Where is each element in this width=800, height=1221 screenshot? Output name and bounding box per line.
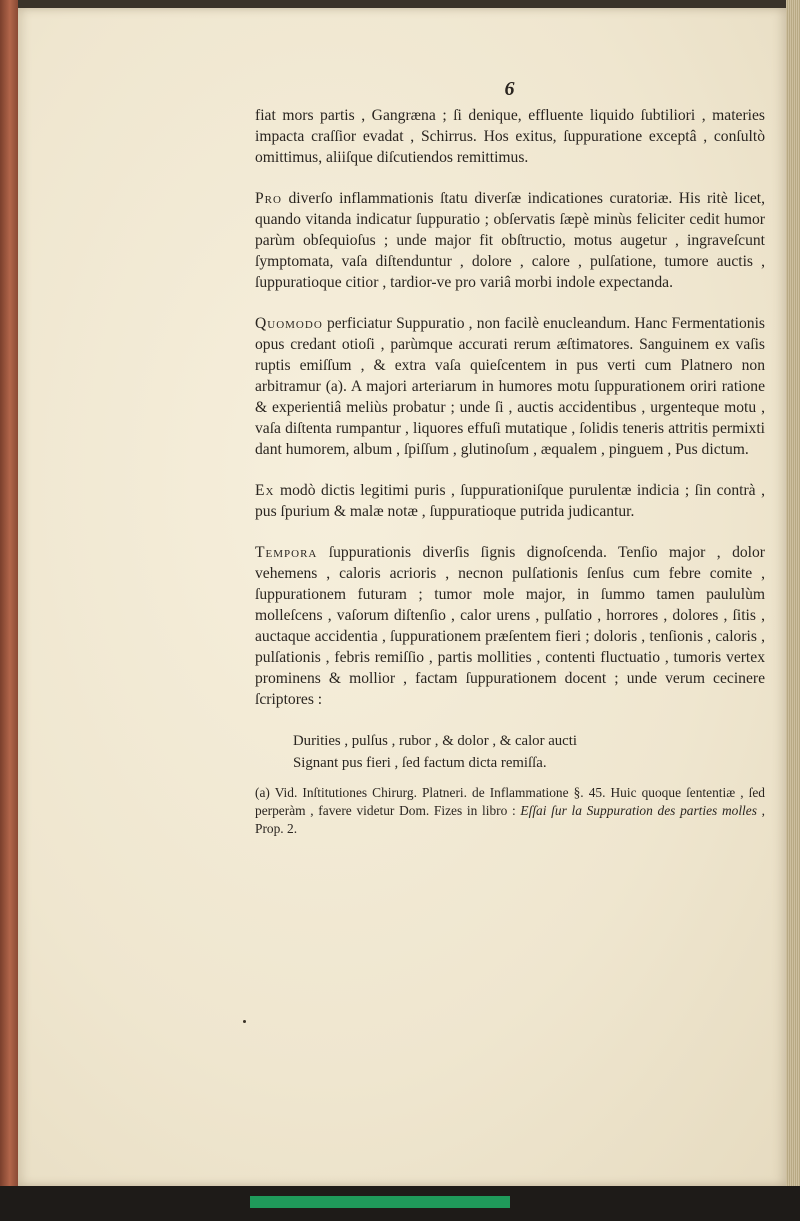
paragraph-4-lead: Ex bbox=[255, 482, 275, 499]
footnote-text: Vid. Inſtitutiones Chirurg. Platneri. de Inflammatione §. 45. Huic quoque ſententiæ , ſed perperàm , favere videtur Dom. Fizes in libro : bbox=[255, 785, 765, 818]
verse-line-1: Durities , pulſus , rubor , & dolor , & calor aucti bbox=[293, 733, 577, 749]
page-number: 6 bbox=[504, 78, 516, 100]
paragraph-4 bbox=[255, 480, 765, 522]
green-bookmark bbox=[250, 1196, 510, 1208]
paragraph-1 bbox=[255, 105, 765, 168]
paragraph-3 bbox=[255, 313, 765, 460]
footnote-italic-title: Eſſai ſur la Suppuration des parties molles bbox=[520, 803, 757, 818]
page-edges bbox=[786, 0, 800, 1221]
footnote-mark: (a) bbox=[255, 785, 270, 800]
paragraph-2-lead: Pro bbox=[255, 190, 282, 207]
paragraph-5-text: ſuppurationis diverſis ſignis dignoſcenda. Tenſio major , dolor vehemens , caloris acrioris , necnon pulſationis ſenſus cum febre comite , ſuppurationem futuram ; tumor mole major, in ſummo tamen paululùm molleſcens , vaſorum diſtenſio , calor urens , pulſatio , horrores , dolores , ſitis , auctaque accidentia , ſuppurationem præſentem fieri ; doloris , tenſionis , caloris , pulſationis , febris remiſſio , partis mollities , contenti fluctuatio , tumoris vertex prominens & mollior , factam ſuppurationem docent ; unde verum cecinere ſcriptores : bbox=[255, 544, 765, 708]
paragraph-2-text: diverſo inflammationis ſtatu diverſæ indicationes curatoriæ. His ritè licet, quando vitanda indicatur ſuppuratio ; obſervatis ſæpè minùs feliciter cedit humor parùm obſequioſus ; unde major fit obſtructio, motus augetur , ingraveſcunt ſymptomata, vaſa diſtenduntur , dolore , calore , pulſatione, tumore auctis , ſuppuratioque citior , tardior-ve pro variâ morbi indole expectanda. bbox=[255, 190, 765, 291]
verse-quotation bbox=[293, 730, 765, 774]
paragraph-5-lead: Tempora bbox=[255, 544, 318, 561]
paragraph-5 bbox=[255, 542, 765, 710]
footnote-end: , Prop. 2. bbox=[255, 803, 765, 836]
paragraph-3-lead: Quomodo bbox=[255, 315, 323, 332]
page-text bbox=[255, 78, 765, 838]
paragraph-2 bbox=[255, 188, 765, 293]
footnote bbox=[255, 784, 765, 838]
paragraph-1-text: fiat mors partis , Gangræna ; ſi denique, effluente liquido ſubtiliori , materies impacta craſſior evadat , Schirrus. Hos exitus, ſuppuratione exceptâ , conſultò omittimus, aliiſque diſcutiendos remittimus. bbox=[255, 107, 765, 166]
ink-speck bbox=[243, 1020, 246, 1023]
paragraph-4-text: modò dictis legitimi puris , ſuppurationiſque purulentæ indicia ; ſin contrà , pus ſpurium & malæ notæ , ſuppuratioque putrida judicantur. bbox=[255, 482, 765, 520]
paragraph-3-text: perficiatur Suppuratio , non facilè enucleandum. Hanc Fermentationis opus credant otioſi , parùmque accurati rerum æſtimatores. Sanguinem ex vaſis ruptis emiſſum , & extra vaſa quieſcentem in pus verti cum Platnero non arbitramur (a). A majori arteriarum in humores motu ſuppurationem oriri ratione & experientiâ meliùs probatur ; unde ſi , auctis accidentibus , urgenteque motu , vaſa diſtenta rumpantur , liquores effuſi mutatique , ſolidis teneris attritis permixti dant humorem, album , ſpiſſum , glutinoſum , æqualem , pinguem , Pus dictum. bbox=[255, 315, 765, 458]
verse-line-2: Signant pus fieri , ſed factum dicta remiſſa. bbox=[293, 755, 547, 771]
book-binding bbox=[0, 0, 18, 1221]
